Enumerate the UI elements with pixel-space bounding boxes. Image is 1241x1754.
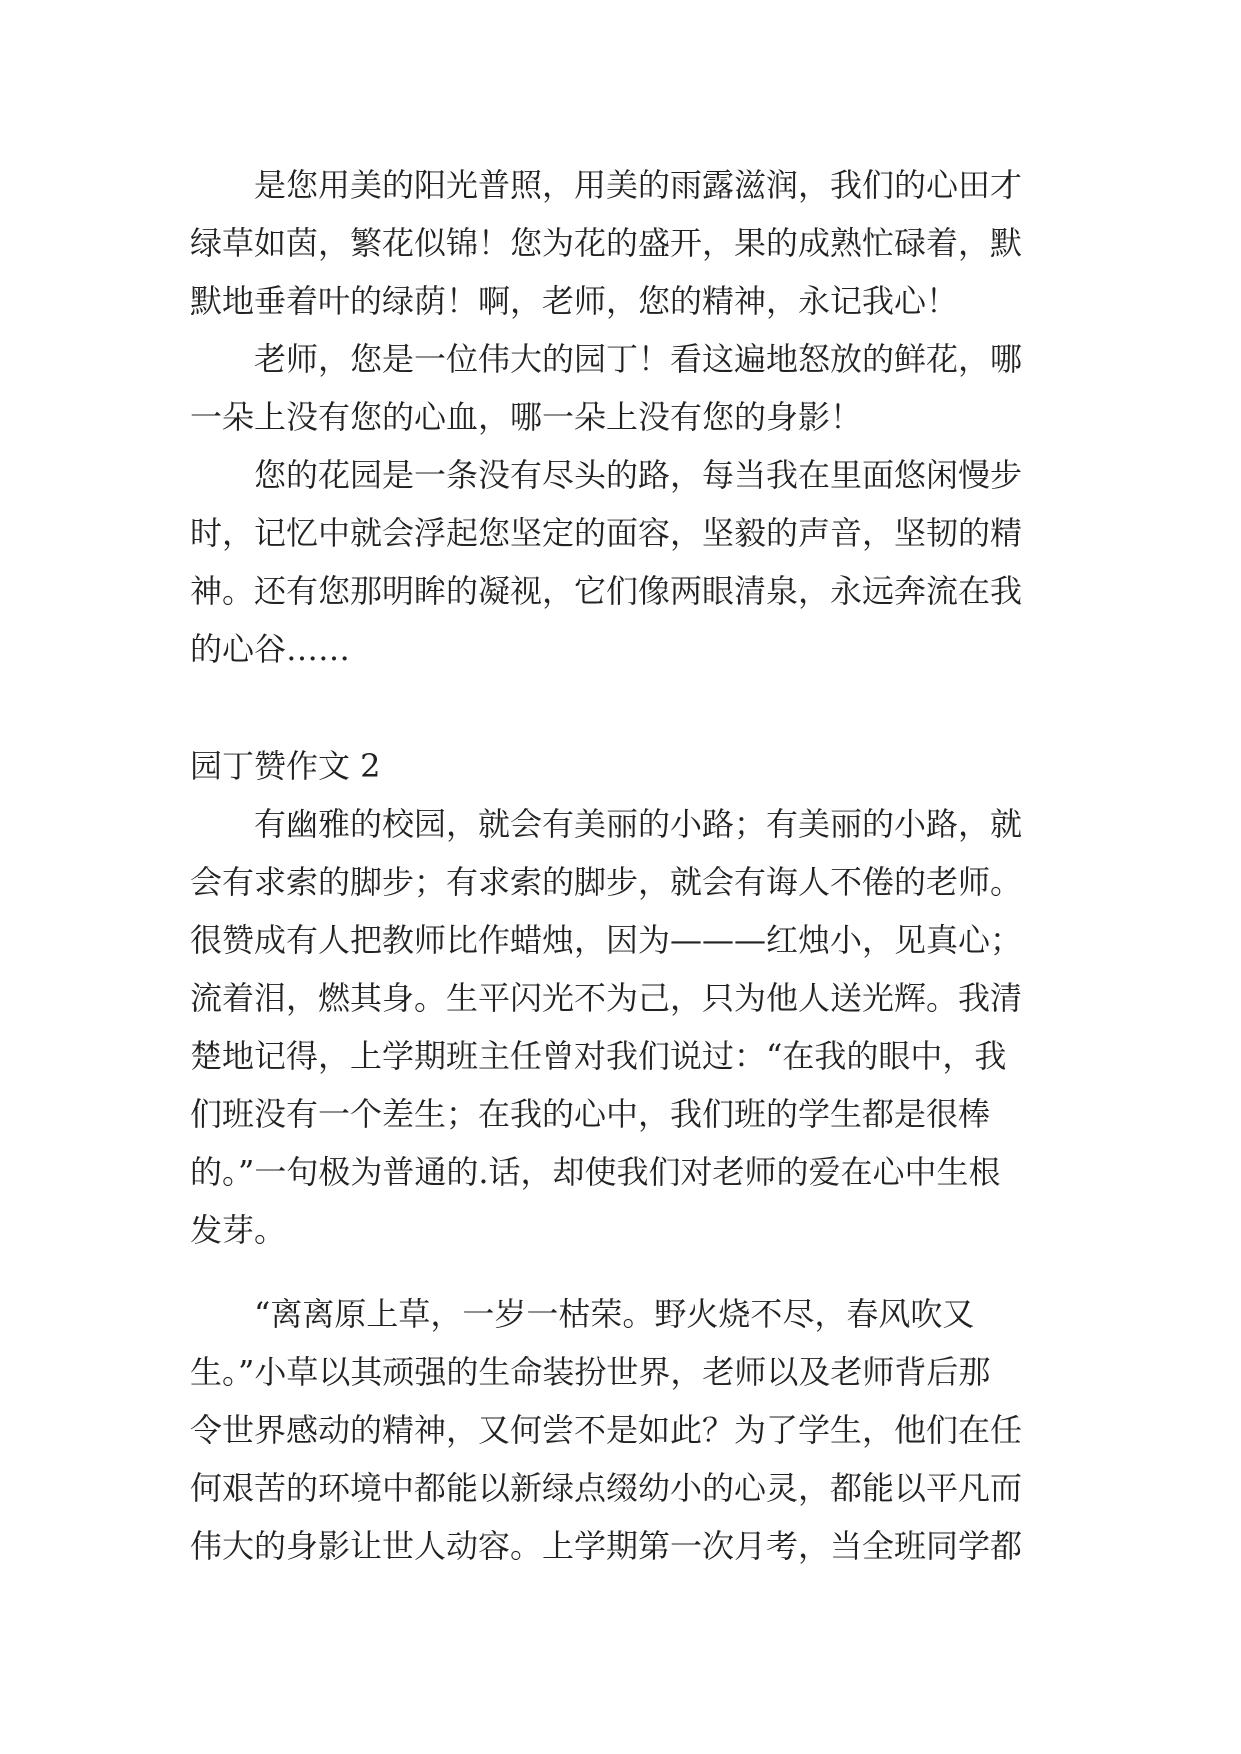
section-paragraph-2-line-3: 令世界感动的精神，又何尝不是如此？为了学生，他们在任 — [190, 1411, 1023, 1449]
section-paragraph-1-line-6: 们班没有一个差生；在我的心中，我们班的学生都是很棒 — [190, 1095, 991, 1133]
paragraph-1-line-3: 默地垂着叶的绿荫！啊，老师，您的精神，永记我心！ — [190, 282, 959, 320]
section-paragraph-1-line-2: 会有求索的脚步；有求索的脚步，就会有诲人不倦的老师。 — [190, 863, 1023, 901]
paragraph-3-line-2: 时，记忆中就会浮起您坚定的面容，坚毅的声音，坚韧的精 — [190, 514, 1023, 552]
paragraph-3-line-4: 的心谷…… — [190, 630, 351, 668]
paragraph-1-line-1: 是您用美的阳光普照，用美的雨露滋润，我们的心田才 — [254, 166, 1023, 204]
paragraph-3-line-3: 神。还有您那明眸的凝视，它们像两眼清泉，永远奔流在我 — [190, 572, 1023, 610]
paragraph-2-line-1: 老师，您是一位伟大的园丁！看这遍地怒放的鲜花，哪 — [254, 340, 1023, 378]
section-paragraph-1-line-3: 很赞成有人把教师比作蜡烛，因为———红烛小，见真心； — [190, 921, 1023, 959]
section-paragraph-1-line-7: 的。”一句极为普通的.话，却使我们对老师的爱在心中生根 — [190, 1153, 1001, 1191]
paragraph-3-line-1: 您的花园是一条没有尽头的路，每当我在里面悠闲慢步 — [254, 456, 1023, 494]
section-paragraph-1-line-8: 发芽。 — [190, 1211, 287, 1249]
paragraph-1-line-2: 绿草如茵，繁花似锦！您为花的盛开，果的成熟忙碌着，默 — [190, 224, 1023, 262]
section-paragraph-2-line-4: 何艰苦的环境中都能以新绿点缀幼小的心灵，都能以平凡而 — [190, 1469, 1023, 1507]
section-paragraph-1-line-1: 有幽雅的校园，就会有美丽的小路；有美丽的小路，就 — [254, 805, 1023, 843]
section-paragraph-1-line-4: 流着泪，燃其身。生平闪光不为己，只为他人送光辉。我清 — [190, 979, 1023, 1017]
section-paragraph-2-line-1: “离离原上草，一岁一枯荣。野火烧不尽，春风吹又 — [254, 1295, 975, 1333]
paragraph-2-line-2: 一朵上没有您的心血，哪一朵上没有您的身影！ — [190, 398, 863, 436]
section-paragraph-2-line-5: 伟大的身影让世人动容。上学期第一次月考，当全班同学都 — [190, 1527, 1023, 1565]
section-paragraph-2-line-2: 生。”小草以其顽强的生命装扮世界，老师以及老师背后那 — [190, 1353, 991, 1391]
section-paragraph-1-line-5: 楚地记得，上学期班主任曾对我们说过：“在我的眼中，我 — [190, 1037, 1007, 1075]
section-title: 园丁赞作文 2 — [190, 747, 381, 785]
